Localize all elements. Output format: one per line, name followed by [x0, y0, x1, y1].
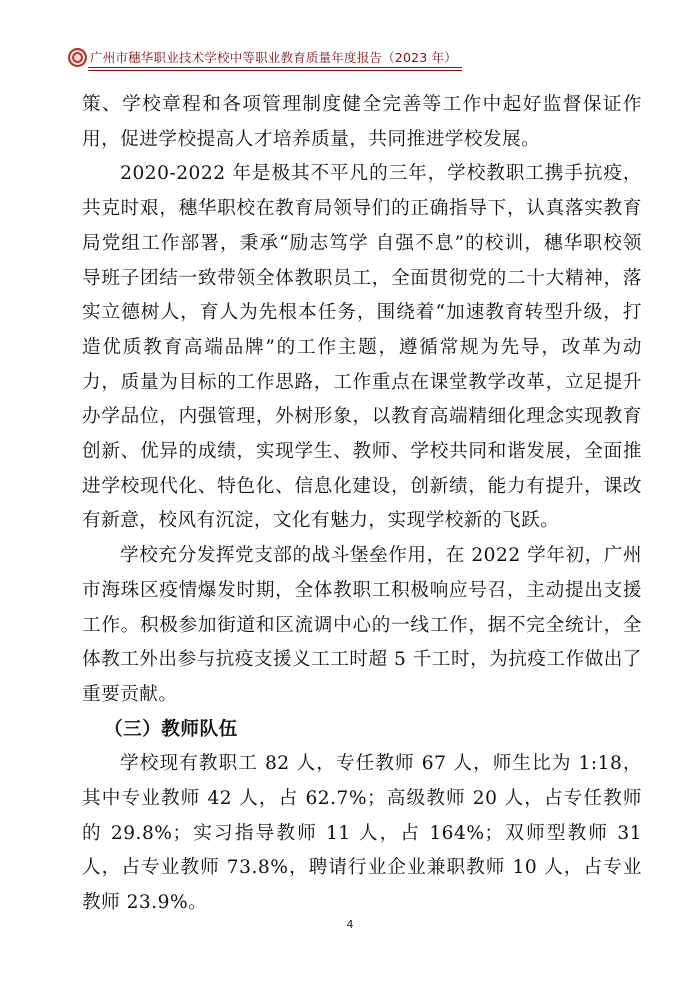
- header-rule: [88, 67, 462, 68]
- school-seal-icon: [68, 48, 87, 67]
- section-heading: （三）教师队伍: [104, 718, 238, 740]
- header-title: 广州市穗华职业技术学校中等职业教育质量年度报告（2023 年）: [90, 50, 457, 65]
- paragraph-2: 2020-2022 年是极其不平凡的三年，学校教职工携手抗疫，共克时艰，穗华职校在教育局领导们的正确指导下，认真落实教育局党组工作部署，秉承“励志笃学 自强不息”的校训，穗华职校领导班子团结一致带领全体教职员工，全面贯彻党的二十大精神，落实立德树人，育人为先根本任务，围绕着“加速教育转型升级，打造优质教育高端品牌”的工作主题，遵循常规为先导，改革为动力，质量为目标的工作思路，工作重点在课堂教学改革，立足提升办学品位，内强管理，外树形象，以教育高端精细化理念实现教育创新、优异的成绩，实现学生、教师、学校共同和谐发展，全面推进学校现代化、特色化、信息化建设，创新绩，能力有提升，课改有新意，校风有沉淀，文化有魅力，实现学校新的飞跃。: [82, 163, 642, 532]
- page-number: 4: [346, 918, 354, 931]
- paragraph-4: 学校现有教职工 82 人，专任教师 67 人，师生比为 1:18，其中专业教师 42 人，占 62.7%；高级教师 20 人，占专任教师的 29.8%；实习指导教师 11 人，占 164%；双师型教师 31 人，占专业教师 73.8%，聘请行业企业兼职教师 10 人，占专业教师 23.9%。: [82, 753, 642, 914]
- paragraph-3: 学校充分发挥党支部的战斗堡垒作用，在 2022 学年初，广州市海珠区疫情爆发时期，全体教职工积极响应号召，主动提出支援工作。积极参加街道和区流调中心的一线工作，据不完全统计，全体教工外出参与抗疫支援义工工时超 5 千工时，为抗疫工作做出了重要贡献。: [82, 545, 642, 705]
- header-rule-thin: [88, 70, 462, 71]
- paragraph-1: 策、学校章程和各项管理制度健全完善等工作中起好监督保证作用，促进学校提高人才培养质量，共同推进学校发展。: [82, 94, 642, 150]
- document-body: [82, 88, 642, 921]
- page-header: [68, 46, 463, 68]
